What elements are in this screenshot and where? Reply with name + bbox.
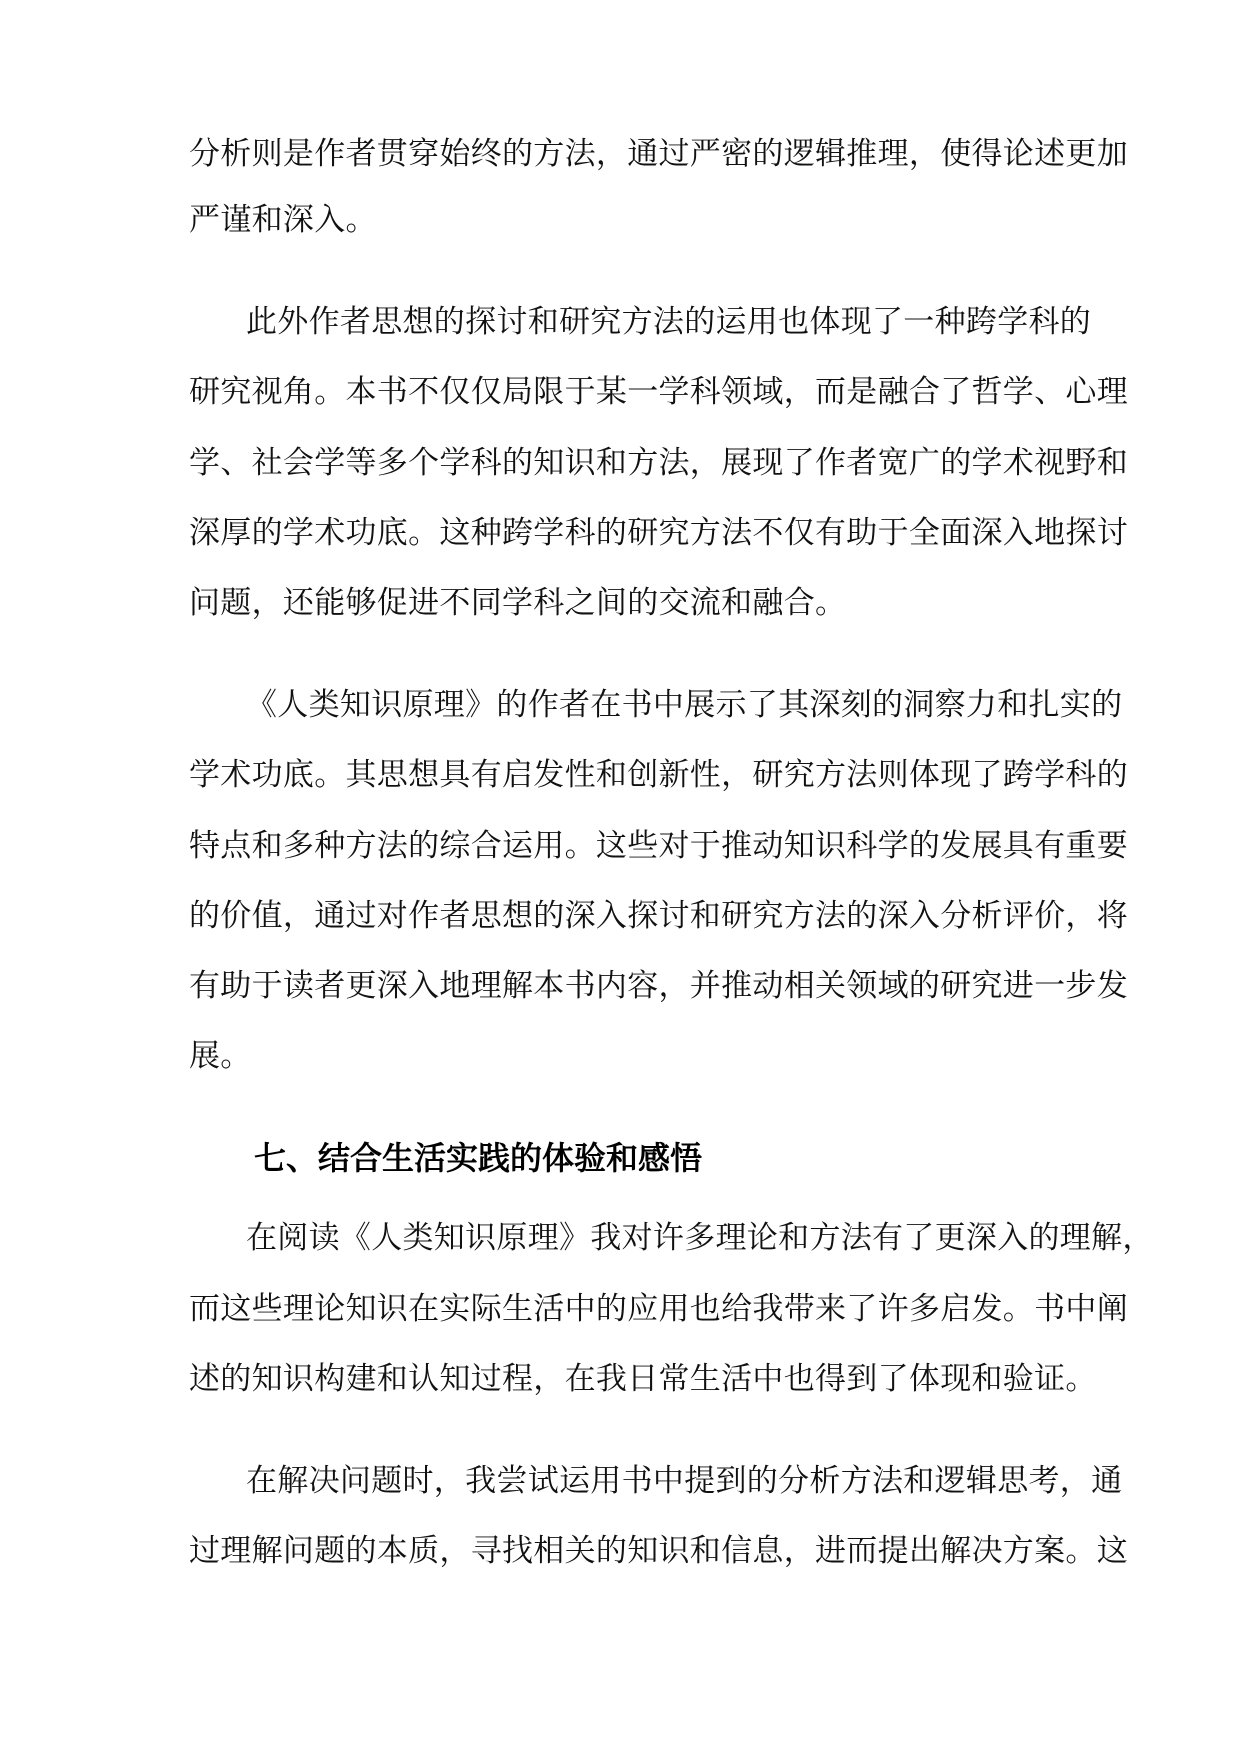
paragraph-line: 学、社会学等多个学科的知识和方法，展现了作者宽广的学术视野和 [189, 445, 1128, 481]
section-heading: 七、结合生活实践的体验和感悟 [254, 1139, 703, 1177]
paragraph-line: 在阅读《人类知识原理》我对许多理论和方法有了更深入的理解， [246, 1220, 1154, 1256]
paragraph-line: 问题，还能够促进不同学科之间的交流和融合。 [189, 585, 847, 621]
paragraph-line: 过理解问题的本质，寻找相关的知识和信息，进而提出解决方案。这 [189, 1533, 1128, 1569]
paragraph-line: 展。 [189, 1038, 252, 1074]
paragraph-line: 述的知识构建和认知过程，在我日常生活中也得到了体现和验证。 [189, 1361, 1097, 1397]
paragraph-line: 在解决问题时，我尝试运用书中提到的分析方法和逻辑思考，通 [246, 1463, 1123, 1499]
paragraph-line: 特点和多种方法的综合运用。这些对于推动知识科学的发展具有重要 [189, 828, 1128, 864]
paragraph-line: 的价值，通过对作者思想的深入探讨和研究方法的深入分析评价，将 [189, 898, 1128, 934]
paragraph-line: 有助于读者更深入地理解本书内容，并推动相关领域的研究进一步发 [189, 968, 1128, 1004]
paragraph-line: 《人类知识原理》的作者在书中展示了其深刻的洞察力和扎实的 [246, 687, 1123, 723]
paragraph-line: 此外作者思想的探讨和研究方法的运用也体现了一种跨学科的 [246, 304, 1092, 340]
paragraph-line: 而这些理论知识在实际生活中的应用也给我带来了许多启发。书中阐 [189, 1291, 1128, 1327]
paragraph-line: 严谨和深入。 [189, 202, 377, 238]
paragraph-line: 深厚的学术功底。这种跨学科的研究方法不仅有助于全面深入地探讨 [189, 515, 1128, 551]
paragraph-line: 分析则是作者贯穿始终的方法，通过严密的逻辑推理，使得论述更加 [189, 136, 1128, 172]
paragraph-line: 学术功底。其思想具有启发性和创新性，研究方法则体现了跨学科的 [189, 757, 1128, 793]
paragraph-line: 研究视角。本书不仅仅局限于某一学科领域，而是融合了哲学、心理 [189, 374, 1128, 410]
